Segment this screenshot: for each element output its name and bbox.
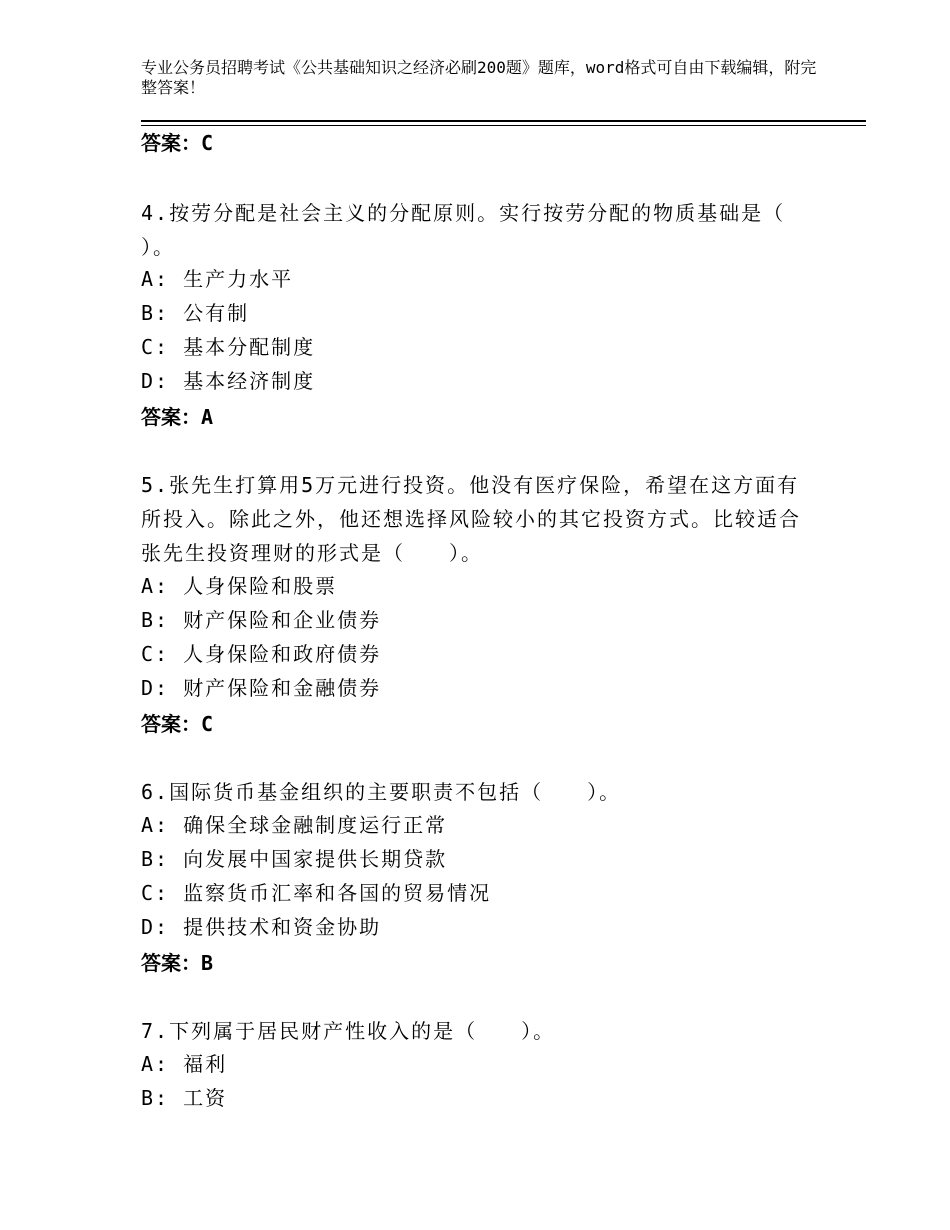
header-rule-thick: [141, 120, 866, 122]
document-header: 专业公务员招聘考试《公共基础知识之经济必刷200题》题库，word格式可自由下载编辑，附完整答案！: [141, 58, 817, 97]
header-rule-thin: [141, 125, 866, 126]
question-4-stem: 4.按劳分配是社会主义的分配原则。实行按劳分配的物质基础是（ ）。: [141, 201, 786, 259]
question-6-option-c: C: 监察货币汇率和各国的贸易情况: [141, 881, 492, 905]
question-5-option-d: D: 财产保险和金融债券: [141, 676, 382, 700]
question-4-option-b: B: 公有制: [141, 301, 250, 325]
answer-q6: 答案：B: [141, 951, 214, 975]
question-4-option-d: D: 基本经济制度: [141, 369, 316, 393]
question-7-option-a: A: 福利: [141, 1052, 228, 1076]
answer-q4: 答案：A: [141, 405, 214, 429]
answer-q5: 答案：C: [141, 712, 214, 736]
question-4-option-c: C: 基本分配制度: [141, 335, 316, 359]
question-6-option-b: B: 向发展中国家提供长期贷款: [141, 847, 448, 871]
question-5-option-b: B: 财产保险和企业债券: [141, 608, 382, 632]
question-5-option-c: C: 人身保险和政府债券: [141, 642, 382, 666]
answer-q3: 答案：C: [141, 131, 214, 155]
question-7-option-b: B: 工资: [141, 1086, 228, 1110]
question-5-option-a: A: 人身保险和股票: [141, 574, 338, 598]
question-6-option-d: D: 提供技术和资金协助: [141, 915, 382, 939]
question-6-option-a: A: 确保全球金融制度运行正常: [141, 813, 448, 837]
question-6-stem: 6.国际货币基金组织的主要职责不包括（ ）。: [141, 780, 622, 804]
question-4-option-a: A: 生产力水平: [141, 267, 294, 291]
question-7-stem: 7.下列属于居民财产性收入的是（ ）。: [141, 1019, 556, 1043]
question-5-stem: 5.张先生打算用5万元进行投资。他没有医疗保险，希望在这方面有所投入。除此之外，他还想选择风险较小的其它投资方式。比较适合张先生投资理财的形式是（ ）。: [141, 473, 801, 565]
